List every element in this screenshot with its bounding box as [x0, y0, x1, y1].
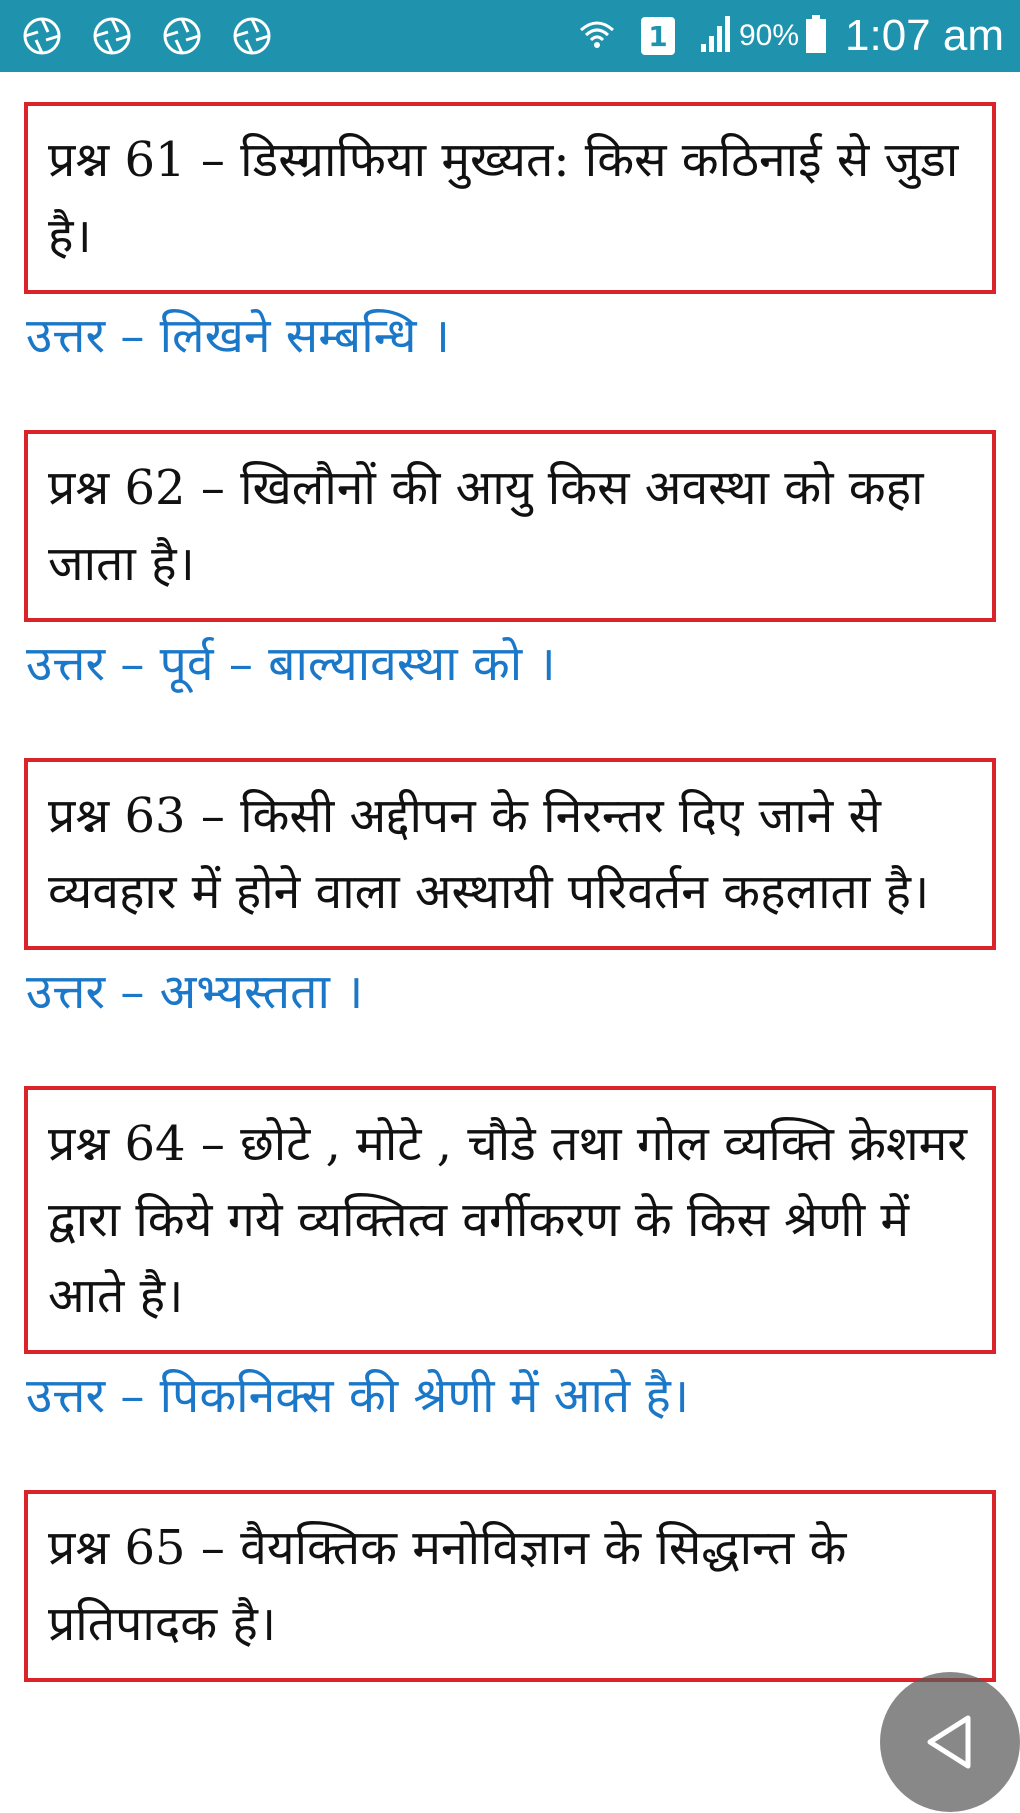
aperture-icon [84, 8, 140, 64]
question-text: प्रश्न 61 – डिस्ग्राफिया मुख्यत: किस कठिनाई से जुडा है। [48, 132, 959, 264]
system-icons [577, 11, 1020, 61]
question-box [24, 430, 996, 622]
aperture-icon [154, 8, 210, 64]
qa-item [24, 102, 996, 378]
signal-icon [699, 14, 733, 58]
qa-item [24, 430, 996, 706]
question-text: प्रश्न 64 – छोटे , मोटे , चौडे तथा गोल व्यक्ति क्रेशमर द्वारा किये गये व्यक्तित्व वर्गीकरण के किस श्रेणी में आते है। [48, 1116, 967, 1324]
clock: 1:07 am [845, 11, 1004, 60]
aperture-icon [14, 8, 70, 64]
answer-text: उत्तर – पिकनिक्स की श्रेणी में आते है। [26, 1368, 690, 1424]
qa-item [24, 1086, 996, 1438]
back-button[interactable] [880, 1672, 1020, 1812]
answer-text: उत्तर – लिखने सम्बन्धि । [26, 308, 450, 364]
answer-text: उत्तर – पूर्व – बाल्यावस्था को । [26, 636, 556, 692]
question-box [24, 758, 996, 950]
question-text: प्रश्न 62 – खिलौनों की आयु किस अवस्था को कहा जाता है। [48, 460, 924, 592]
question-box [24, 102, 996, 294]
question-text: प्रश्न 63 – किसी अद्दीपन के निरन्तर दिए जाने से व्यवहार में होने वाला अस्थायी परिवर्तन कहलाता है। [48, 788, 930, 920]
question-box [24, 1490, 996, 1682]
notification-icons [0, 8, 294, 64]
qa-item [24, 758, 996, 1034]
qa-item [24, 1490, 996, 1682]
aperture-icon [224, 8, 280, 64]
question-box [24, 1086, 996, 1354]
wifi-icon [577, 14, 617, 58]
qa-list [0, 72, 1020, 1813]
question-text: प्रश्न 65 – वैयक्तिक मनोविज्ञान के सिद्धान्त के प्रतिपादक है। [48, 1520, 847, 1652]
status-bar [0, 0, 1020, 72]
battery-percent: 90% [738, 19, 800, 52]
answer-text: उत्तर – अभ्यस्तता । [26, 964, 364, 1020]
back-triangle-icon [918, 1710, 982, 1774]
sim-icon: 1 [641, 17, 675, 55]
battery-icon [805, 14, 827, 58]
